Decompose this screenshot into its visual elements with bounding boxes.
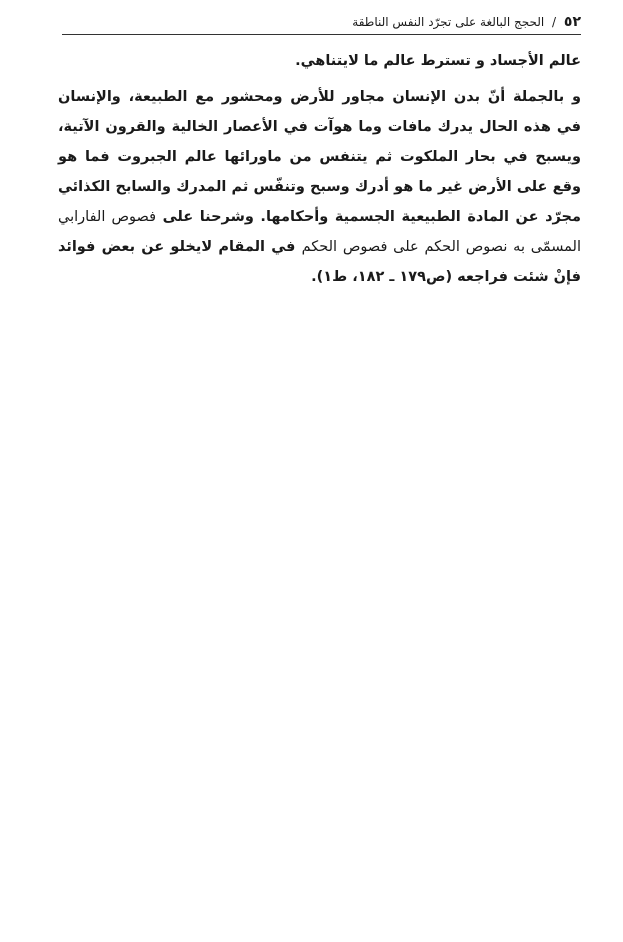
paragraph <box>58 82 581 292</box>
paragraph-text-part-2: في المقام لايخلو عن بعض فوائد فإنْ شئت فراجعه (ص١٧٩ ـ ١٨٢، ط١). <box>58 239 581 285</box>
running-header <box>60 10 581 34</box>
opening-line: عالم الأجساد و تسترط عالم ما لايتناهي. <box>295 53 581 69</box>
page-number: ٥٢ <box>563 14 581 30</box>
paragraph-text-part-1: و بالجملة أنّ بدن الإنسان مجاور للأرض ومحشور مع الطبيعة، والإنسان في هذه الحال يدرك مافات وما هوآت في الأعصار الخالية والقرون الآتية، ويسبح في بحار الملكوت ثم يتنفس من ماورائها عالم الجبروت فما هو وقع على الأرض غير ما هو أدرك وسبح وتنفّس ثم المدرك والسابح الكذائي مجرّد عن المادة الطبيعية الجسمية وأحكامها. وشرحنا على <box>58 89 581 225</box>
header-divider <box>62 34 581 35</box>
running-title: الحجج البالغة على تجرّد النفس الناطقة <box>352 15 545 29</box>
header-separator: / <box>552 15 557 29</box>
body-text <box>58 46 581 292</box>
book-title-reference: فصوص الفارابي المسمّى به نصوص الحكم على فصوص الحكم <box>58 209 581 255</box>
